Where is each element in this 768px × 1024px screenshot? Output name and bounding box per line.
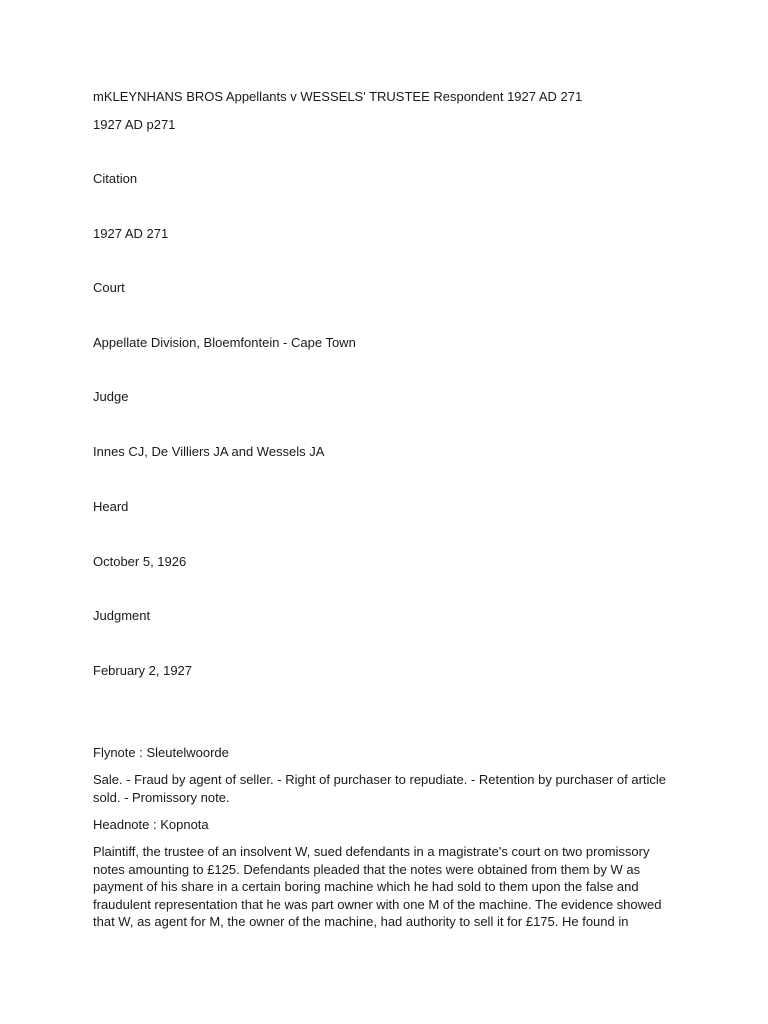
headnote-heading: Headnote : Kopnota [93, 817, 209, 832]
heard-label: Heard [93, 499, 129, 514]
citation-label: Citation [93, 171, 138, 186]
judgment-label: Judgment [93, 608, 151, 623]
court-label: Court [93, 280, 125, 295]
flynote-heading: Flynote : Sleutelwoorde [93, 745, 229, 760]
heard-value: October 5, 1926 [93, 554, 187, 569]
judge-value: Innes CJ, De Villiers JA and Wessels JA [93, 444, 325, 459]
citation-value: 1927 AD 271 [93, 226, 169, 241]
case-reference: 1927 AD p271 [93, 117, 176, 132]
judge-label: Judge [93, 389, 129, 404]
flynote-text: Sale. - Fraud by agent of seller. - Right of purchaser to repudiate. - Retention by purchaser of article sold. - Promissory note. [93, 772, 667, 805]
judgment-value: February 2, 1927 [93, 663, 193, 678]
court-value: Appellate Division, Bloemfontein - Cape Town [93, 335, 356, 350]
headnote-text: Plaintiff, the trustee of an insolvent W, sued defendants in a magistrate's court on two promissory notes amounting to £125. Defendants pleaded that the notes were obtained from them by W as payment of his share in a certain boring machine which he had sold to them upon the false and fraudulent representation that he was part owner with one M of the machine. The evidence showed that W, as agent for M, the owner of the machine, had authority to sell it for £175. He found in [93, 844, 662, 929]
case-title: mKLEYNHANS BROS Appellants v WESSELS' TRUSTEE Respondent 1927 AD 271 [93, 89, 583, 104]
